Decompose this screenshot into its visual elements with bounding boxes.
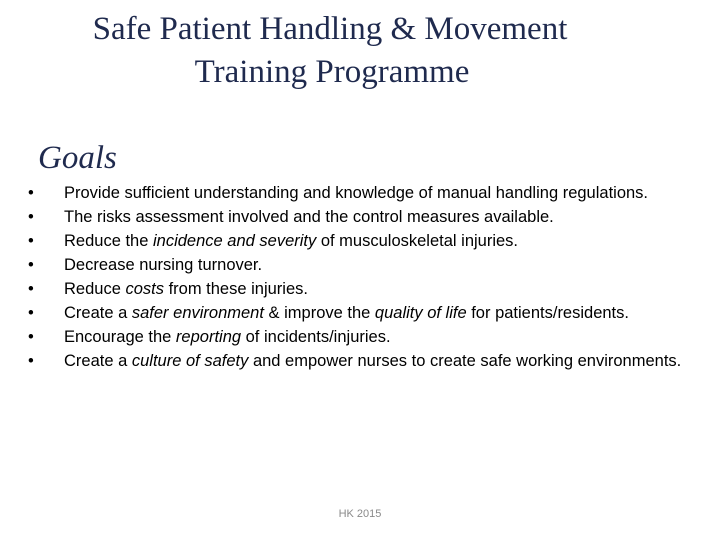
goal-item: [28, 253, 708, 277]
goal-text: Create a: [64, 304, 132, 322]
section-heading: Goals: [38, 140, 117, 176]
slide-title-line-1: Safe Patient Handling & Movement: [92, 11, 568, 47]
goal-item: [28, 277, 708, 301]
goal-emphasis: incidence and severity: [152, 232, 317, 250]
slide-footer: HK 2015: [338, 508, 382, 520]
goal-text: Provide sufficient understanding and knowledge of manual handling regulations.: [64, 184, 649, 202]
goal-text: Reduce the: [64, 232, 153, 250]
goal-emphasis: quality of life: [374, 304, 467, 322]
goal-item: [28, 349, 708, 373]
bullet-glyph: •: [28, 280, 34, 298]
goal-item: [28, 229, 708, 253]
bullet-glyph: •: [28, 184, 34, 202]
goals-list: [28, 181, 708, 373]
bullet-glyph: •: [28, 232, 34, 250]
goal-emphasis: safer environment: [131, 304, 264, 322]
goal-item: [28, 301, 708, 325]
goal-item: [28, 205, 708, 229]
goal-item: [28, 181, 708, 205]
bullet-glyph: •: [28, 304, 34, 322]
goal-text: Encourage the: [64, 328, 176, 346]
bullet-glyph: •: [28, 328, 34, 346]
goal-text: from these injuries.: [163, 280, 308, 298]
goal-text: & improve the: [263, 304, 375, 322]
slide-title: [0, 8, 660, 94]
bullet-glyph: •: [28, 256, 34, 274]
goal-text: and empower nurses to create safe working environments.: [248, 352, 682, 370]
goal-text: Reduce: [64, 280, 126, 298]
goal-emphasis: reporting: [175, 328, 242, 346]
bullet-glyph: •: [28, 352, 34, 370]
slide-title-line-2: Training Programme: [194, 54, 470, 90]
goal-text: of musculoskeletal injuries.: [316, 232, 519, 250]
goal-emphasis: costs: [125, 280, 164, 298]
goal-text: Decrease nursing turnover.: [64, 256, 263, 274]
goal-item: [28, 325, 708, 349]
goal-text: The risks assessment involved and the control measures available.: [64, 208, 554, 226]
goal-emphasis: culture of safety: [131, 352, 249, 370]
goal-text: Create a: [64, 352, 132, 370]
bullet-glyph: •: [28, 208, 34, 226]
goal-text: of incidents/injuries.: [241, 328, 391, 346]
goal-text: for patients/residents.: [466, 304, 629, 322]
